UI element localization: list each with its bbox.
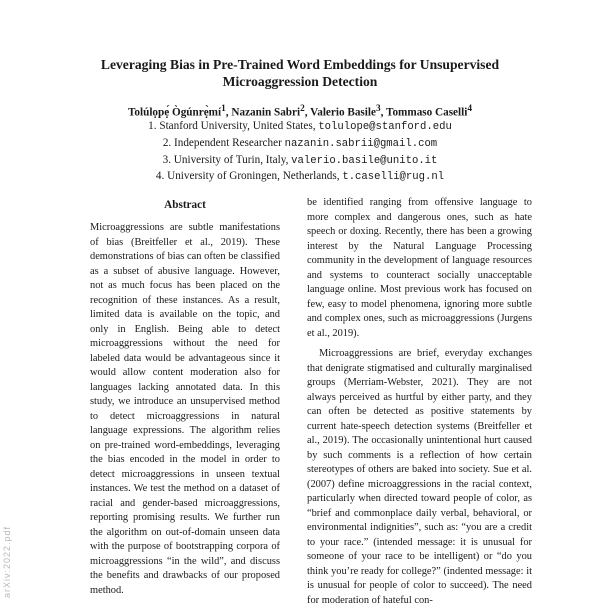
author-name: Valerio Basile xyxy=(310,106,376,119)
affiliation-line xyxy=(60,169,540,186)
affiliation-email[interactable]: valerio.basile@unito.it xyxy=(291,154,438,167)
author-name: Tolúlọpẹ́ Ògúnrẹ̀mí xyxy=(127,106,222,119)
affiliation-line xyxy=(60,119,540,136)
affiliation-label: 4. University of Groningen, Netherlands, xyxy=(155,170,340,183)
author-affiliation-mark: 1 xyxy=(221,104,226,114)
arxiv-side-stamp: arXiv:2022.pdf xyxy=(2,525,12,598)
abstract-body: Microaggressions are subtle manifestations of bias (Breitfeller et al., 2019). These demonstrations of bias can often be classified as a subset of abusive language. However, not as much focus has been placed on the recognition of these instances. As a result, limited data is available on the topic, and only in English. Being able to detect microaggressions without the need for labeled data would be advantageous since it would allow content moderation also for languages lacking annotated data. In this study, we introduce an unsupervised method to detect microaggressions in natural language expressions. The algorithm relies on pre-trained word-embeddings, leveraging the bias encoded in the model in order to detect microaggressions in unseen textual instances. We test the method on a dataset of racial and gender-based microaggressions, reporting promising results. We further run the algorithm on out-of-domain unseen data with the purpose of bootstrapping corpora of microaggressions “in the wild”, and discuss the benefits and drawbacks of our proposed method. xyxy=(90,222,280,596)
affiliation-email[interactable]: t.caselli@rug.nl xyxy=(342,171,445,184)
affiliation-list xyxy=(60,119,540,186)
title-line-1: Leveraging Bias in Pre-Trained Word Embeddings for Unsupervised xyxy=(100,57,500,72)
body-paragraph: be identified ranging from offensive language to more complex and dangerous ones, such as hate speech or doxing. Recently, there has been a growing interest by the Natural Language Processing community in the development of language resources and systems to counteract socially unacceptable language online. Most previous work has focused on few, easy to model phenomena, ignoring more subtle and complex ones, such as microaggressions (Jurgens et al., 2019). xyxy=(307,197,532,339)
paper-title xyxy=(60,56,540,90)
affiliation-email[interactable]: tolulope@stanford.edu xyxy=(318,121,452,133)
author-affiliation-mark: 2 xyxy=(300,104,305,114)
affiliation-label: 3. University of Turin, Italy, xyxy=(162,153,289,166)
title-line-2: Microaggression Detection xyxy=(222,74,378,89)
author-list: Tolúlọpẹ́ $Ògúnrẹ̀mí^1$, Nazanin Sabri$^2$, Valerio Basile$^3$, Tommaso Caselli$^4$ xyxy=(127,104,473,119)
body-paragraph: Microaggressions are brief, everyday exchanges that denigrate stigmatised and culturally marginalised groups (Merriam-Webster, 2021). They are not always perceived as hurtful by either party, and they can often be detected as positive statements by current hate-speech detection systems (Breitfeller et al., 2019). The occasionally unintentional hurt caused by such comments is a reflection of how certain stereotypes of others are baked into society. Sue et al. (2007) define microaggressions in the racial context, particularly when directed toward people of color, as “brief and commonplace daily verbal, behavioral, or environmental indignities”, such as: “you are a credit to your race.” (intended message: it is unusual for someone of your race to be intelligent) or “do you think you’re ready for college?” (indented message: it is unusual for people of color to succeed). The need for moderation of hateful con- xyxy=(307,348,532,606)
author-affiliation-mark: 3 xyxy=(375,104,381,114)
author-name: Nazanin Sabri xyxy=(231,106,301,119)
affiliation-label: 1. Stanford University, United States, xyxy=(148,120,316,132)
affiliation-email[interactable]: nazanin.sabrii@gmail.com xyxy=(284,137,438,150)
author-name: Tommaso Caselli xyxy=(386,106,468,119)
author-affiliation-mark: 4 xyxy=(467,104,473,114)
abstract-heading: Abstract xyxy=(164,199,206,211)
affiliation-line xyxy=(60,153,540,170)
affiliation-line xyxy=(60,136,540,153)
affiliation-label: 2. Independent Researcher xyxy=(162,136,282,149)
body-column-right xyxy=(307,196,532,608)
